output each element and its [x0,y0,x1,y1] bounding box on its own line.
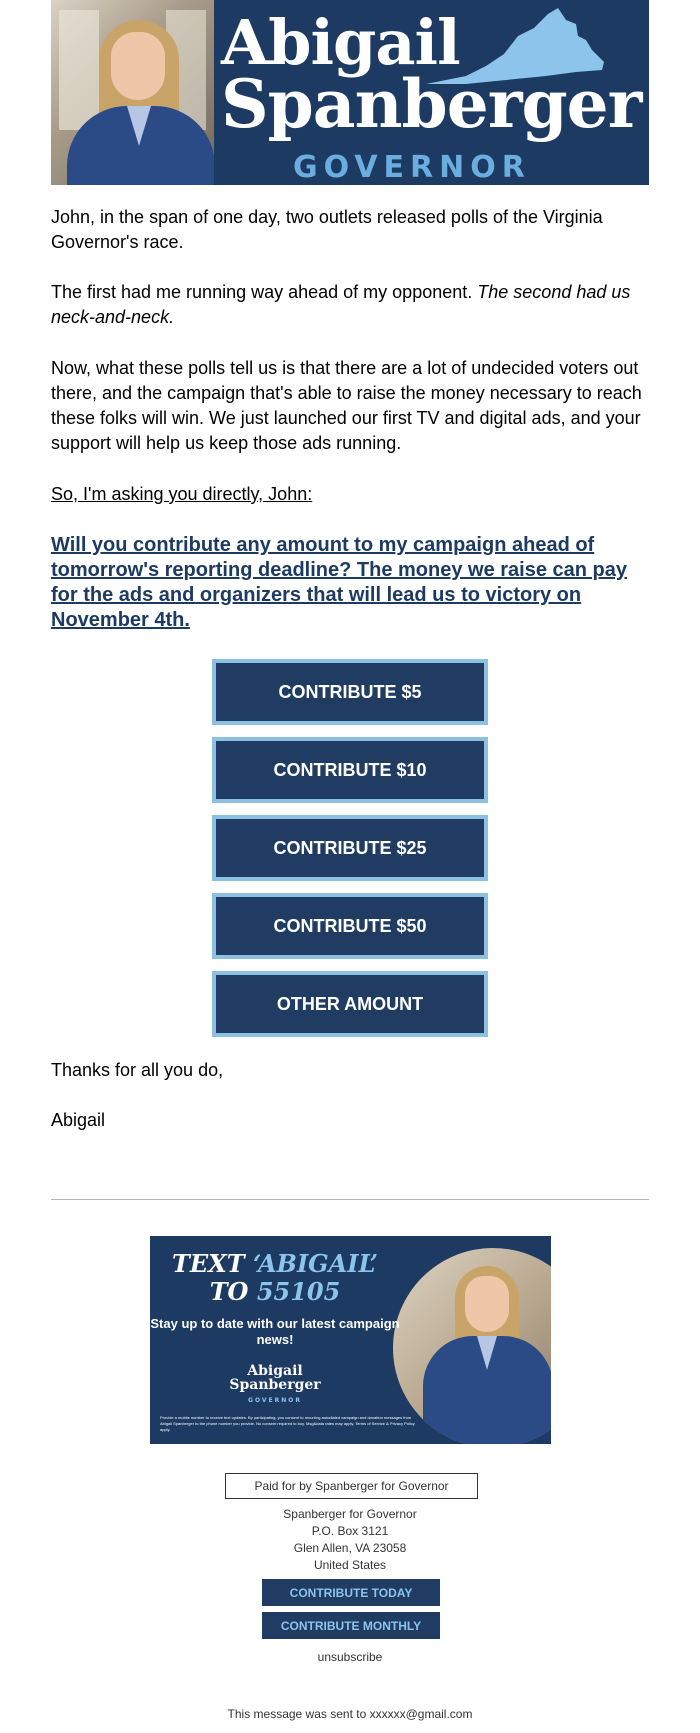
candidate-photo [51,0,214,185]
paid-for-disclaimer: Paid for by Spanberger for Governor [225,1473,478,1499]
paragraph-polls-italic: The second had us neck-and-neck. [51,282,631,327]
promo-fine-print: Provide a mobile number to receive text updates. By participating, you consent to recurring autodialed campaign and donation messages from Abigail Spanberger to the phone number you provide. No consent required to buy. Msg&data rates may apply. Terms of Service & Privacy Policy apply. [160,1415,415,1432]
paragraph-polls [51,280,649,330]
footer-po-box: P.O. Box 3121 [311,1524,389,1538]
banner-logo-text [221,6,642,143]
other-amount-button[interactable]: OTHER AMOUNT [212,971,488,1037]
contribute-headline-link[interactable]: Will you contribute any amount to my campaign ahead of tomorrow's reporting deadline? The money we raise can pay for the ads and organizers that will lead us to victory on November 4th. [51,534,628,631]
banner-first-name: Abigail [221,6,460,79]
promo-candidate-photo [393,1248,551,1444]
text-signup-promo[interactable] [150,1236,551,1444]
promo-title: TEXT ‘ABIGAIL’ TO 55105 [171,1249,378,1306]
ask-line: So, I'm asking you directly, John: [51,484,313,504]
banner-office: GOVERNOR [293,150,531,185]
promo-logo: Abigail Spanberger GOVERNOR [229,1363,321,1404]
paragraph-undecided: Now, what these polls tell us is that there are a lot of undecided voters out there, and the campaign that's able to raise the money necessary to reach these folks will win. We just launched our first TV and digital ads, and your support will help us keep those ads running. [51,358,642,453]
contribute-5-button[interactable]: CONTRIBUTE $5 [212,659,488,725]
sent-to-notice: This message was sent to xxxxxx@gmail.com [227,1707,473,1721]
paragraph-polls-plain: The first had me running way ahead of my opponent. [51,282,473,302]
banner-last-name: Spanberger [221,64,642,143]
signature: Abigail [51,1110,106,1130]
closing-line: Thanks for all you do, [51,1060,224,1080]
contribute-10-button[interactable]: CONTRIBUTE $10 [212,737,488,803]
unsubscribe-link[interactable]: unsubscribe [317,1650,383,1664]
contribute-50-button[interactable]: CONTRIBUTE $50 [212,893,488,959]
footer-country: United States [313,1558,387,1572]
footer-org: Spanberger for Governor [283,1507,417,1521]
footer-city: Glen Allen, VA 23058 [293,1541,407,1555]
divider [51,1199,649,1200]
contribute-monthly-button[interactable]: CONTRIBUTE MONTHLY [262,1612,440,1639]
promo-subtitle: Stay up to date with our latest campaign news! [150,1316,400,1347]
header-banner [51,0,649,185]
contribute-25-button[interactable]: CONTRIBUTE $25 [212,815,488,881]
contribute-today-button[interactable]: CONTRIBUTE TODAY [262,1579,440,1606]
paragraph-intro: John, in the span of one day, two outlets released polls of the Virginia Governor's race. [51,207,603,252]
